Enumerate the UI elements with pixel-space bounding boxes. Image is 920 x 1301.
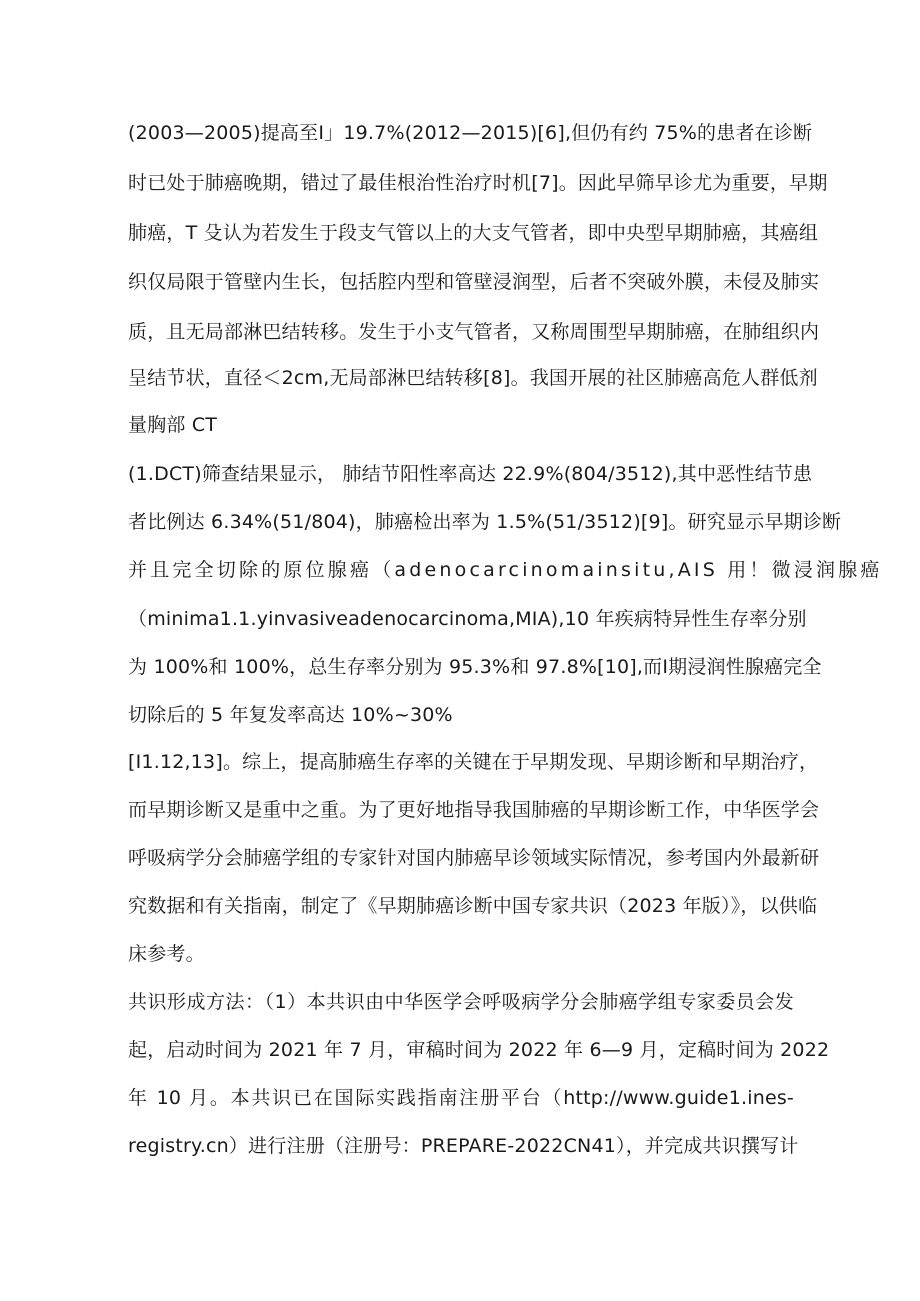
text-line: 而早期诊断又是重中之重。为了更好地指导我国肺癌的早期诊断工作，中华医学会 (128, 799, 820, 821)
text-line: 年 10 月。本共识已在国际实践指南注册平台（http://www.guide1.ines- (128, 1087, 794, 1109)
text-line: 者比例达 6.34%(51/804)，肺癌检出率为 1.5%(51/3512)[9]。研究显示早期诊断 (128, 511, 842, 533)
text-line: 并且完全切除的原位腺癌（adenocarcinomainsitu,AIS 用！微浸润腺癌 (128, 559, 883, 581)
text-line: 共识形成方法：（1）本共识由中华医学会呼吸病学分会肺癌学组专家委员会发 (128, 991, 794, 1013)
text-line: 呼吸病学分会肺癌学组的专家针对国内肺癌早诊领域实际情况，参考国内外最新研 (128, 847, 820, 869)
text-line: 织仅局限于管壁内生长，包括腔内型和管壁浸润型，后者不突破外膜，未侵及肺实 (128, 271, 820, 293)
text-line: 切除后的 5 年复发率高达 10%~30% (128, 704, 453, 726)
text-line: 呈结节状，直径＜2cm,无局部淋巴结转移[8]。我国开展的社区肺癌高危人群低剂 (128, 367, 818, 389)
text-line: 质，且无局部淋巴结转移。发生于小支气管者，又称周围型早期肺癌，在肺组织内 (128, 321, 820, 343)
text-line: 时已处于肺癌晚期，错过了最佳根治性治疗时机[7]。因此早筛早诊尤为重要，早期 (128, 172, 828, 194)
text-line: 起，启动时间为 2021 年 7 月，审稿时间为 2022 年 6—9 月，定稿时间为 2022 (128, 1039, 830, 1061)
text-line: 床参考。 (128, 943, 205, 965)
text-line: 究数据和有关指南，制定了《早期肺癌诊断中国专家共识（2023 年版）》，以供临 (128, 895, 818, 917)
text-line: registry.cn）进行注册（注册号：PREPARE-2022CN41），并完成共识撰写计 (128, 1135, 799, 1157)
text-line: (1.DCT)筛查结果显示， 肺结节阳性率高达 22.9%(804/3512),其中恶性结节患 (128, 463, 813, 485)
text-line: 量胸部 CT (128, 414, 218, 436)
text-line: [I1.12,13]。综上，提高肺癌生存率的关键在于早期发现、早期诊断和早期治疗， (128, 751, 819, 773)
text-line: 为 100%和 100%，总生存率分别为 95.3%和 97.8%[10],而Ⅰ期浸润性腺癌完全 (128, 656, 822, 678)
text-line: （minima1.1.yinvasiveadenocarcinoma,MIA),10 年疾病特异性生存率分别 (128, 608, 807, 630)
text-line: 肺癌，Τ 殳认为若发生于段支气管以上的大支气管者，即中央型早期肺癌，其癌组 (128, 222, 819, 244)
text-line: (2003—2005)提高至Ⅰ」19.7%(2012—2015)[6],但仍有约 75%的患者在诊断 (128, 122, 813, 144)
